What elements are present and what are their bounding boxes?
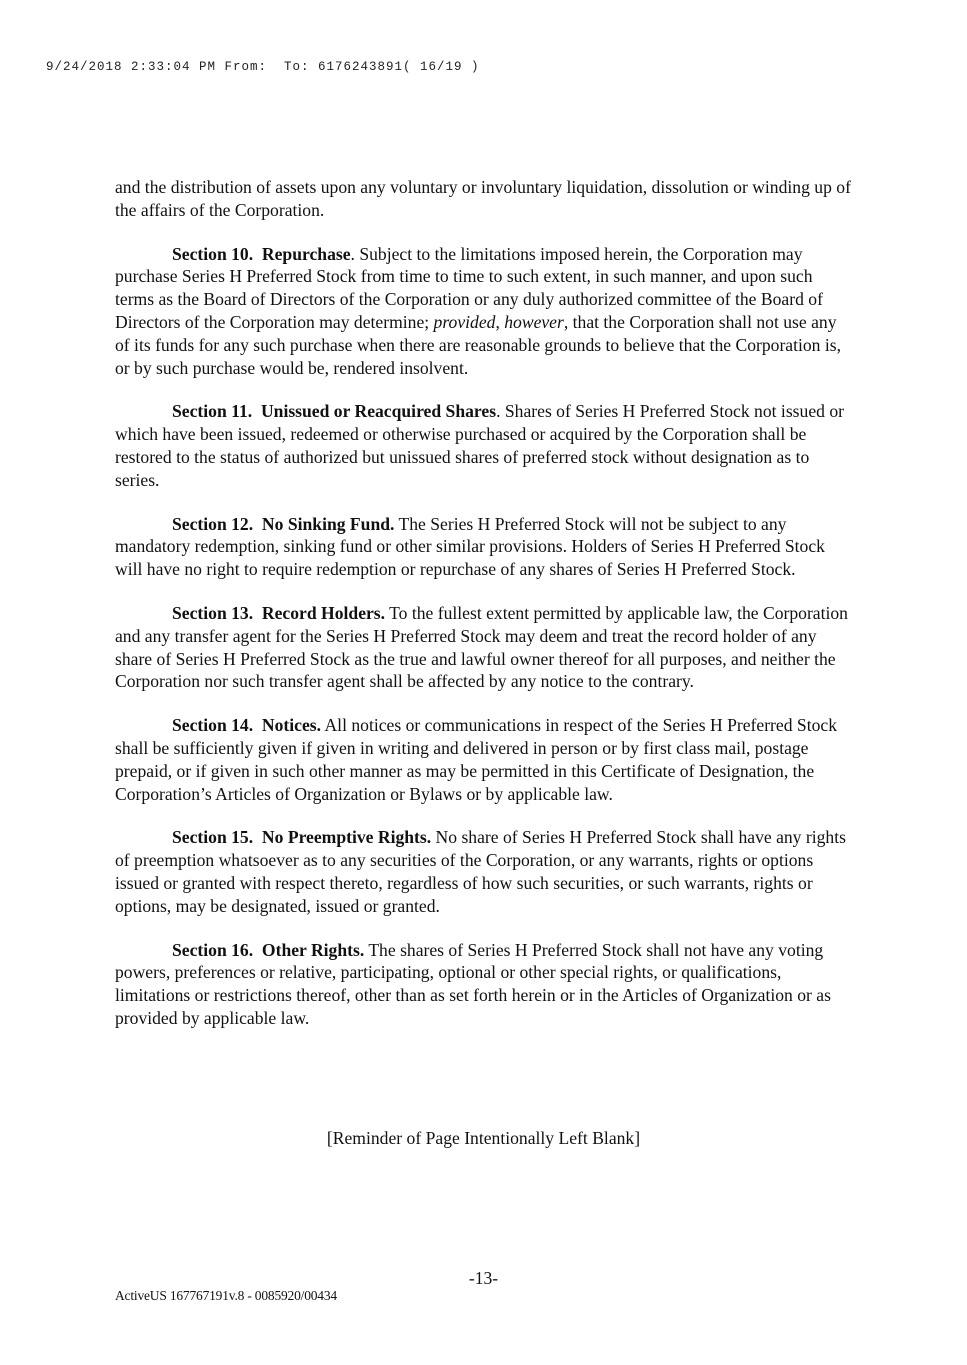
intro-paragraph: and the distribution of assets upon any voluntary or involuntary liquidation, dissolution or winding up of the affairs of the Corporation. bbox=[115, 177, 851, 220]
section-10-text: Subject to the limitations imposed herein, the Corporation may purchase Series H Preferred Stock from time to time to such extent, in such manner, and upon such terms as the Board of Directors of the Corporation or any duly authorized committee of the Board of Directors of the Corporation may determine; bbox=[115, 243, 823, 332]
section-12-text: The Series H Preferred Stock will not be subject to any mandatory redemption, sinking fund or other similar provisions. Holders of Series H Preferred Stock will have no right to require redemption or repurchase of any shares of Series H Preferred Stock. bbox=[115, 513, 825, 580]
section-11-heading: Section 11. bbox=[172, 401, 253, 422]
section-14-text: All notices or communications in respect of the Series H Preferred Stock shall be sufficiently given if given in writing and delivered in person or by first class mail, postage prepaid, or if given in such other manner as may be permitted in this Certificate of Designation, the Corporation’s Articles of Organization or Bylaws or by applicable law. bbox=[115, 715, 837, 804]
section-15-text: No share of Series H Preferred Stock shall have any rights of preemption whatsoever as to any securities of the Corporation, or any warrants, rights or options issued or granted with respect thereto, regardless of how such securities, or such warrants, rights or options, may be designated, issued or granted. bbox=[115, 827, 846, 916]
section-16-paragraph bbox=[115, 939, 855, 1030]
section-10-text-end: , that the Corporation shall not use any of its funds for any such purchase when there are reasonable grounds to believe that the Corporation is, or by such purchase would be, rendered insolvent. bbox=[115, 311, 842, 378]
section-10-text-mid: , bbox=[495, 311, 505, 332]
section-16-heading: Section 16. bbox=[172, 939, 254, 960]
section-10-title: Repurchase bbox=[261, 243, 351, 264]
section-10-title-punct: . bbox=[350, 243, 355, 264]
section-10-italic-however: however bbox=[504, 311, 564, 332]
section-15-paragraph bbox=[115, 826, 855, 917]
section-13-paragraph bbox=[115, 602, 855, 693]
intentionally-blank-note: [Reminder of Page Intentionally Left Blank] bbox=[326, 1128, 641, 1148]
section-13-heading: Section 13. bbox=[172, 602, 254, 623]
section-12-paragraph bbox=[115, 513, 855, 581]
section-11-title-punct: . bbox=[496, 401, 501, 422]
section-14-paragraph bbox=[115, 714, 855, 805]
section-11-title: Unissued or Reacquired Shares bbox=[260, 401, 497, 422]
document-body bbox=[115, 176, 855, 1051]
section-10-italic-provided: provided bbox=[433, 311, 496, 332]
section-13-title: Record Holders. bbox=[261, 602, 386, 623]
document-id-footer: ActiveUS 167767191v.8 - 0085920/00434 bbox=[115, 1288, 337, 1303]
section-12-title: No Sinking Fund. bbox=[261, 513, 395, 534]
fax-header: 9/24/2018 2:33:04 PM From: To: 6176243891( 16/19 ) bbox=[46, 60, 480, 74]
section-16-title: Other Rights. bbox=[261, 939, 365, 960]
section-11-text: Shares of Series H Preferred Stock not issued or which have been issued, redeemed or otherwise purchased or acquired by the Corporation shall be restored to the status of authorized but unissued shares of preferred stock without designation as to series. bbox=[115, 401, 844, 490]
section-14-heading: Section 14. bbox=[172, 715, 254, 736]
section-10-paragraph bbox=[115, 243, 855, 380]
section-16-text: The shares of Series H Preferred Stock shall not have any voting powers, preferences or relative, participating, optional or other special rights, or qualifications, limitations or restrictions thereof, other than as set forth herein or in the Articles of Organization or as provided by applicable law. bbox=[115, 939, 831, 1028]
section-14-title: Notices. bbox=[261, 715, 322, 736]
section-12-heading: Section 12. bbox=[172, 513, 254, 534]
section-15-heading: Section 15. bbox=[172, 827, 254, 848]
section-11-paragraph bbox=[115, 400, 855, 491]
section-10-heading: Section 10. bbox=[172, 243, 254, 264]
section-15-title: No Preemptive Rights. bbox=[261, 827, 432, 848]
page-number: -13- bbox=[468, 1268, 499, 1288]
section-13-text: To the fullest extent permitted by applicable law, the Corporation and any transfer agent for the Series H Preferred Stock may deem and treat the record holder of any share of Series H Preferred Stock as the true and lawful owner thereof for all purposes, and neither the Corporation nor such transfer agent shall be affected by any notice to the contrary. bbox=[115, 602, 848, 692]
